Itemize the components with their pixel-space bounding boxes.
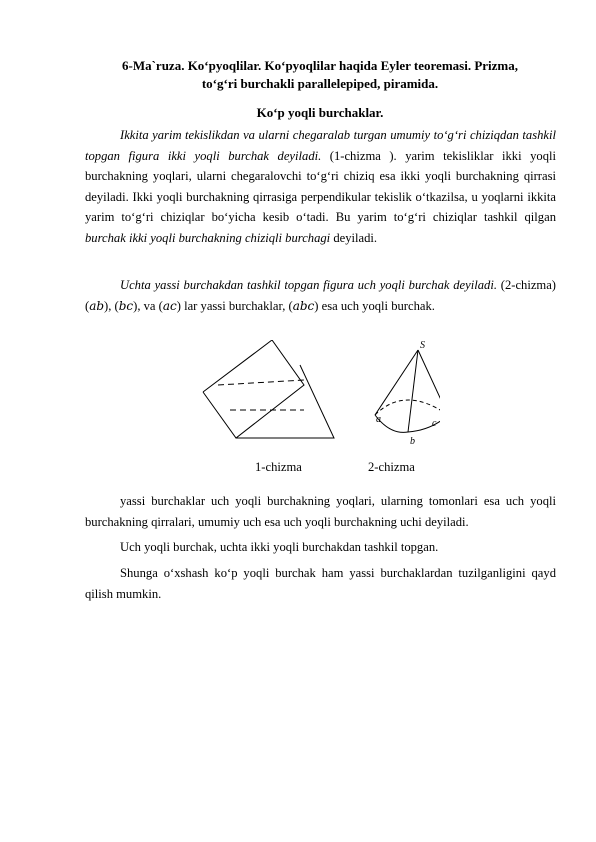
trihedral-angle-figure <box>375 350 440 432</box>
paragraph-faces-edges: yassi burchaklar uch yoqli burchakning yoqlari, ularning tomonlari esa uch yoqli burchakning qirralari, umumiy uch esa uch yoqli burchakning uchi deyiladi. <box>85 494 556 529</box>
paragraph-text: ) lar yassi burchaklar, ( <box>176 298 293 313</box>
edge-label-a: a <box>376 414 381 425</box>
definition-text: Uchta yassi burchakdan tashkil topgan figura uch yoqli burchak deyiladi. <box>120 278 497 292</box>
definition-text: burchak ikki yoqli burchakning chiziqli burchagi <box>85 230 331 245</box>
math-bc: bc <box>118 298 134 313</box>
paragraph-text: (2-chizma) ( <box>85 278 556 313</box>
math-ab: ab <box>89 298 105 313</box>
paragraph-composition: Uch yoqli burchak, uchta ikki yoqli burchakdan tashkil topgan. <box>120 540 439 554</box>
paragraph-polyhedral-angle: Shunga o‘xshash ko‘p yoqli burchak ham yassi burchaklardan tuzilganligini qayd qilish mumkin. <box>85 566 556 601</box>
paragraph-text: (1-chizma ). yarim tekisliklar ikki yoqli burchakning yoqlari, ularni chegaralovchi to‘g‘ri chiziq esa ikki yoqli burchakning qirrasi deyiladi. Ikki yoqli burchakning qirrasiga perpendikular tekislik o‘tkazilsa, u yoqlarni ikkita yarim to‘g‘ri chiziqlar bo‘yicha kesib o‘tadi. Bu yarim to‘g‘ri chiziqlar tashkil qilgan <box>85 148 557 224</box>
section-title: Ko‘p yoqli burchaklar. <box>256 105 384 120</box>
dihedral-angle-figure <box>203 340 334 438</box>
paragraph-dihedral-angle <box>85 125 556 248</box>
vertex-label-s: S <box>420 340 425 351</box>
lecture-title-line-2: to‘g‘ri burchakli parallelepiped, piramida. <box>201 76 439 91</box>
math-abc: abc <box>292 298 315 313</box>
definition-text: Ikkita yarim tekislikdan va ularni chegaralab turgan umumiy to‘g‘ri chiziqdan tashkil topgan figura ikki yoqli burchak deyiladi. <box>85 128 556 163</box>
figure-caption-2: 2-chizma <box>368 460 415 474</box>
figure-caption-1: 1-chizma <box>255 460 302 474</box>
lecture-title <box>85 57 555 93</box>
paragraph-trihedral-angle <box>85 275 556 316</box>
paragraph-text: ), ( <box>104 298 119 313</box>
math-ac: ac <box>162 298 177 313</box>
lecture-title-line-1: 6-Ma`ruza. Ko‘pyoqlilar. Ko‘pyoqlilar haqida Eyler teoremasi. Prizma, <box>122 58 518 73</box>
figures-illustration <box>200 340 440 460</box>
edge-label-b: b <box>410 436 415 447</box>
paragraph-text: ), va ( <box>133 298 163 313</box>
edge-label-c: c <box>432 418 437 429</box>
paragraph-text: ) esa uch yoqli burchak. <box>314 298 435 313</box>
paragraph-text: deyiladi. <box>330 230 378 245</box>
